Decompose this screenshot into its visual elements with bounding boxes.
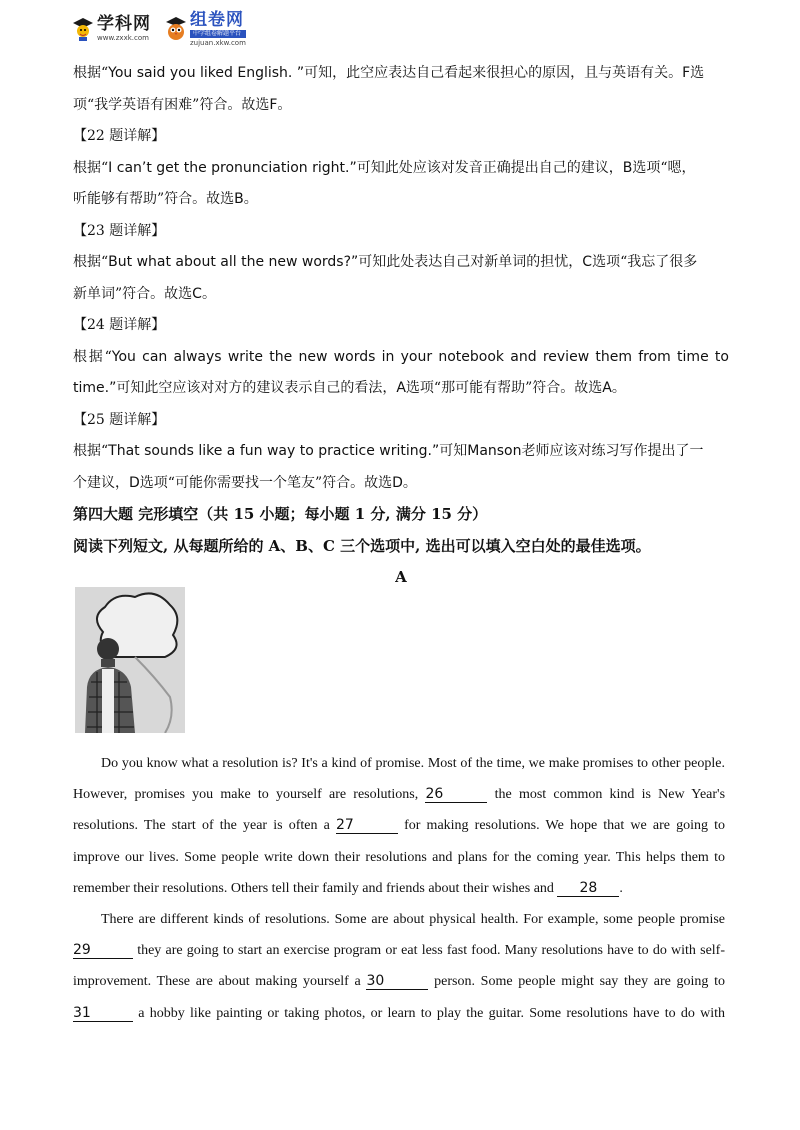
zxxk-logo[interactable] [72, 16, 151, 42]
part-label: A [395, 568, 407, 586]
passage-line: Do you know what a resolution is? It's a kind of promise. Most of the time, we make promises to other people. [101, 756, 725, 771]
passage-line: improvement. These are about making yourself a 30 person. Some people might say they are going to [73, 973, 726, 990]
explanation-line: 个建议，D选项“可能你需要找一个笔友”符合。故选D。 [73, 474, 417, 491]
explanation-line: 根据“You can always write the new words in your notebook and review them from time to [73, 348, 729, 365]
blank-31[interactable]: 31 [73, 1005, 133, 1022]
explanation-line: 根据“But what about all the new words?”可知此处表达自己对新单词的担忧，C选项“我忘了很多 [73, 254, 698, 270]
question-24-heading: 【24 题详解】 [73, 317, 166, 333]
zxxk-logo-url: www.zxxk.com [97, 34, 149, 42]
passage-line: remember their resolutions. Others tell their family and friends about their wishes and 28 . [73, 879, 623, 896]
blank-30[interactable]: 30 [366, 973, 428, 990]
zujuan-logo-url: zujuan.xkw.com [190, 38, 246, 47]
passage-line: 29 they are going to start an exercise program or eat less fast food. Many resolutions have to do with self- [73, 942, 725, 959]
cloze-passage [73, 748, 725, 1029]
explanation-line: 根据“You said you liked English. ”可知，此空应表达自己看起来很担心的原因，且与英语有关。F选 [73, 65, 705, 81]
passage-line: improve our lives. Some people write down their resolutions and plans for the coming year. This helps them to [73, 849, 725, 865]
question-22-heading: 【22 题详解】 [73, 128, 166, 144]
zxxk-logo-name: 学科网 [97, 14, 151, 34]
answer-explanations [73, 58, 729, 594]
question-25-heading: 【25 题详解】 [73, 411, 166, 428]
owl-mascot-icon [165, 16, 187, 42]
blank-26[interactable]: 26 [425, 786, 487, 803]
header-logos [72, 10, 260, 48]
blank-28[interactable]: 28 [557, 880, 619, 897]
explanation-line: 根据“I can’t get the pronunciation right.”可知此处应该对发音正确提出自己的建议，B选项“嗯， [73, 159, 696, 176]
explanation-line: 项“我学英语有困难”符合。故选F。 [73, 96, 292, 113]
blank-29[interactable]: 29 [73, 942, 133, 959]
section-instruction: 阅读下列短文, 从每题所给的 A、B、C 三个选项中, 选出可以填入空白处的最佳选项。 [73, 536, 651, 555]
passage-photo [75, 587, 185, 733]
zujuan-logo-name: 组卷网 [190, 9, 244, 30]
explanation-line: 根据“That sounds like a fun way to practice writing.”可知Manson老师应该对练习写作提出了一 [73, 443, 704, 459]
passage-line: 31 a hobby like painting or taking photos, or learn to play the guitar. Some resolutions have to do with [73, 1004, 725, 1021]
explanation-line: 听能够有帮助”符合。故选B。 [73, 191, 258, 207]
zujuan-logo-tag: 中学组卷解题平台 [190, 30, 246, 38]
passage-line: resolutions. The start of the year is often a 27 for making resolutions. We hope that we are going to [73, 817, 726, 834]
passage-line: There are different kinds of resolutions. Some are about physical health. For example, some people promise [101, 911, 725, 927]
explanation-line: time.”可知此空应该对对方的建议表示自己的看法，A选项“那可能有帮助”符合。故选A。 [73, 380, 626, 396]
zujuan-logo[interactable] [165, 9, 246, 47]
question-23-heading: 【23 题详解】 [73, 222, 166, 239]
passage-line: However, promises you make to yourself are resolutions, 26 the most common kind is New Year's [73, 786, 726, 803]
graduate-mascot-icon [72, 16, 94, 42]
section-title: 第四大题 完形填空（共 15 小题；每小题 1 分, 满分 15 分） [73, 505, 488, 523]
explanation-line: 新单词”符合。故选C。 [73, 285, 216, 302]
blank-27[interactable]: 27 [336, 817, 398, 834]
